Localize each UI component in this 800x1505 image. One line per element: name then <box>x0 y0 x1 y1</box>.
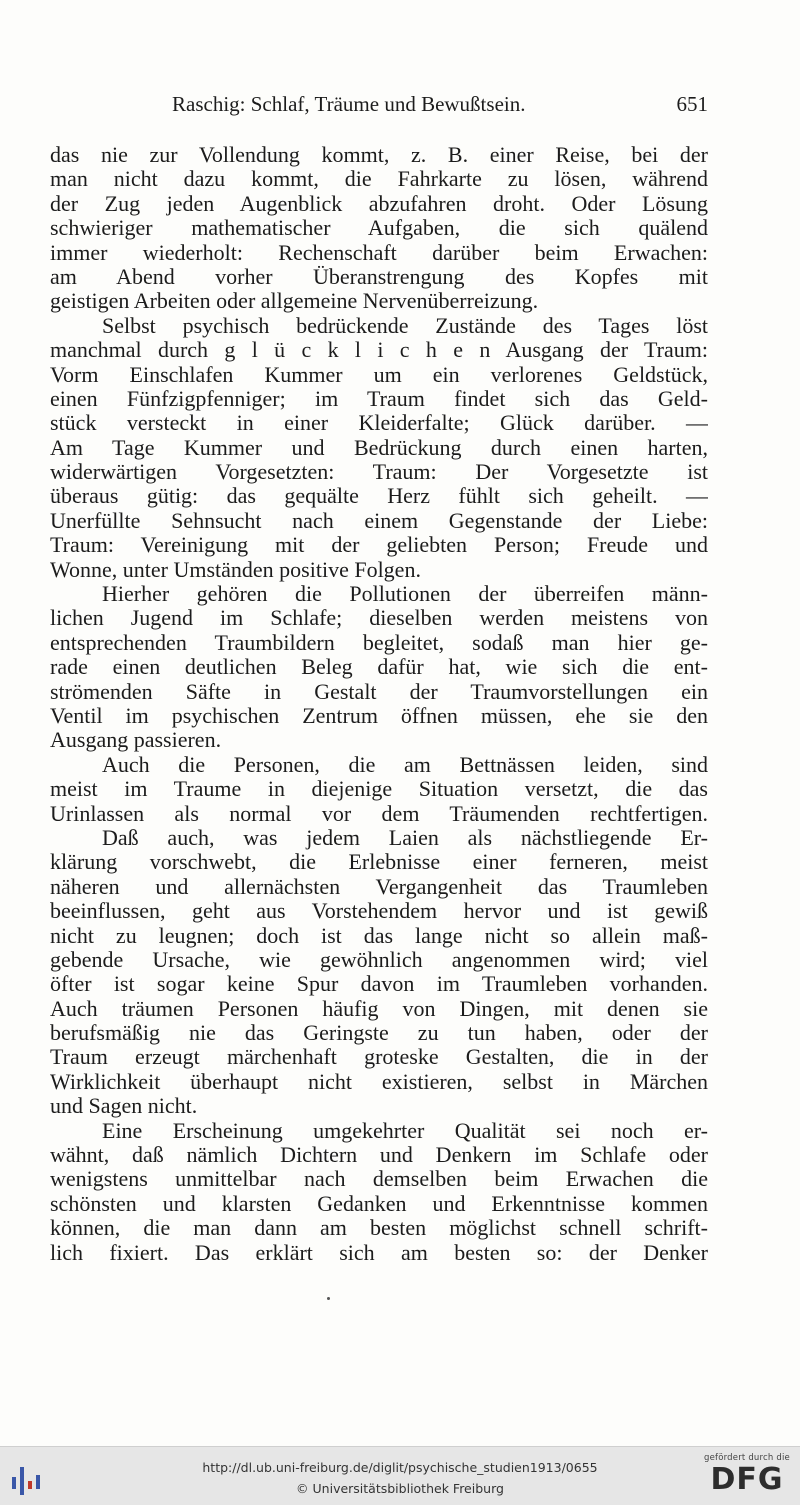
text-line: meist im Traume in diejenige Situation versetzt, die das <box>50 777 708 802</box>
text-line: berufsmäßig nie das Geringste zu tun haben, oder der <box>50 1021 708 1046</box>
text-line: das nie zur Vollendung kommt, z. B. einer Reise, bei der <box>50 143 708 167</box>
text-line: immer wiederholt: Rechenschaft darüber beim Erwachen: <box>50 240 708 265</box>
text-line: öfter ist sogar keine Spur davon im Traumleben vorhanden. <box>50 972 708 997</box>
text-line: der Zug jeden Augenblick abzufahren droht. Oder Lösung <box>50 191 708 216</box>
text-line: wenigstens unmittelbar nach demselben beim Erwachen die <box>50 1167 708 1192</box>
text-line: gebende Ursache, wie gewöhnlich angenommen wird; viel <box>50 947 708 972</box>
text-line: Urinlassen als normal vor dem Träumenden rechtfertigen. <box>50 801 708 826</box>
text-line: schwieriger mathematischer Aufgaben, die sich quälend <box>50 216 708 241</box>
text-line: rade einen deutlichen Beleg dafür hat, wie sich die ent- <box>50 655 708 680</box>
text-line: manchmal durch g l ü c k l i c h e n Ausgang der Traum: <box>50 338 708 363</box>
text-line: und Sagen nicht. <box>50 1094 198 1119</box>
text-line: Ventil im psychischen Zentrum öffnen müssen, ehe sie den <box>50 703 708 728</box>
text-line: Unerfüllte Sehnsucht nach einem Gegenstande der Liebe: <box>50 508 708 533</box>
viewer-footer <box>0 1446 800 1505</box>
text-line: schönsten und klarsten Gedanken und Erkenntnisse kommen <box>50 1191 708 1216</box>
text-line: am Abend vorher Überanstrengung des Kopfes mit <box>50 264 708 289</box>
text-line: Hierher gehören die Pollutionen der überreifen männ- <box>102 582 708 607</box>
text-line: wähnt, daß nämlich Dichtern und Denkern im Schlafe oder <box>50 1143 708 1168</box>
text-line: Selbst psychisch bedrückende Zustände des Tages löst <box>102 313 708 338</box>
text-line: Traum: Vereinigung mit der geliebten Person; Freude und <box>50 533 708 558</box>
page-number: 651 <box>676 92 708 116</box>
text-line: strömenden Säfte in Gestalt der Traumvorstellungen ein <box>50 679 708 704</box>
text-line: Wirklichkeit überhaupt nicht existieren, selbst in Märchen <box>50 1069 708 1094</box>
text-line: lichen Jugend im Schlafe; dieselben werden meistens von <box>50 606 708 631</box>
copyright-notice: © Universitätsbibliothek Freiburg <box>296 1481 504 1496</box>
text-line: geistigen Arbeiten oder allgemeine Nervenüberreizung. <box>50 289 539 314</box>
text-line: entsprechenden Traumbildern begleitet, sodaß man hier ge- <box>50 630 708 655</box>
body-text <box>50 143 708 1265</box>
text-line: Traum erzeugt märchenhaft groteske Gestalten, die in der <box>50 1045 708 1070</box>
text-line: Daß auch, was jedem Laien als nächstliegende Er- <box>102 825 708 850</box>
text-line: überaus gütig: das gequälte Herz fühlt sich geheilt. — <box>50 484 708 509</box>
text-line: näheren und allernächsten Vergangenheit das Traumleben <box>50 874 708 899</box>
dfg-logo <box>702 1453 792 1501</box>
running-header <box>48 92 708 118</box>
text-line: Wonne, unter Umständen positive Folgen. <box>50 557 421 582</box>
text-line: Auch die Personen, die am Bettnässen leiden, sind <box>102 752 708 777</box>
dfg-tagline: gefördert durch die <box>704 1453 790 1463</box>
text-line: können, die man dann am besten möglichst schnell schrift- <box>50 1216 708 1241</box>
dfg-logo-text: DFG <box>710 1462 784 1497</box>
text-line: beeinflussen, geht aus Vorstehendem hervor und ist gewiß <box>50 899 708 924</box>
text-line: Ausgang passieren. <box>50 728 222 753</box>
text-line: nicht zu leugnen; doch ist das lange nicht so allein maß- <box>50 923 708 948</box>
text-line: widerwärtigen Vorgesetzten: Traum: Der Vorgesetzte ist <box>50 460 708 485</box>
text-line: Vorm Einschlafen Kummer um ein verlorenes Geldstück, <box>50 362 708 387</box>
text-line: lich fixiert. Das erklärt sich am besten so: der Denker <box>50 1240 708 1265</box>
print-speck <box>327 1297 330 1300</box>
text-line: Eine Erscheinung umgekehrter Qualität sei noch er- <box>102 1118 708 1143</box>
text-line: einen Fünfzigpfenniger; im Traum findet sich das Geld- <box>50 386 708 411</box>
text-line: Am Tage Kummer und Bedrückung durch einen harten, <box>50 435 708 460</box>
running-title: Raschig: Schlaf, Träume und Bewußtsein. <box>172 92 526 116</box>
text-line: klärung vorschwebt, die Erlebnisse einer ferneren, meist <box>50 850 708 875</box>
text-line: stück versteckt in einer Kleiderfalte; Glück darüber. — <box>50 411 708 436</box>
permalink-url[interactable]: http://dl.ub.uni-freiburg.de/diglit/psychische_studien1913/0655 <box>202 1460 598 1475</box>
text-line: man nicht dazu kommt, die Fahrkarte zu lösen, während <box>50 167 708 192</box>
text-line: Auch träumen Personen häufig von Dingen, mit denen sie <box>50 996 708 1021</box>
